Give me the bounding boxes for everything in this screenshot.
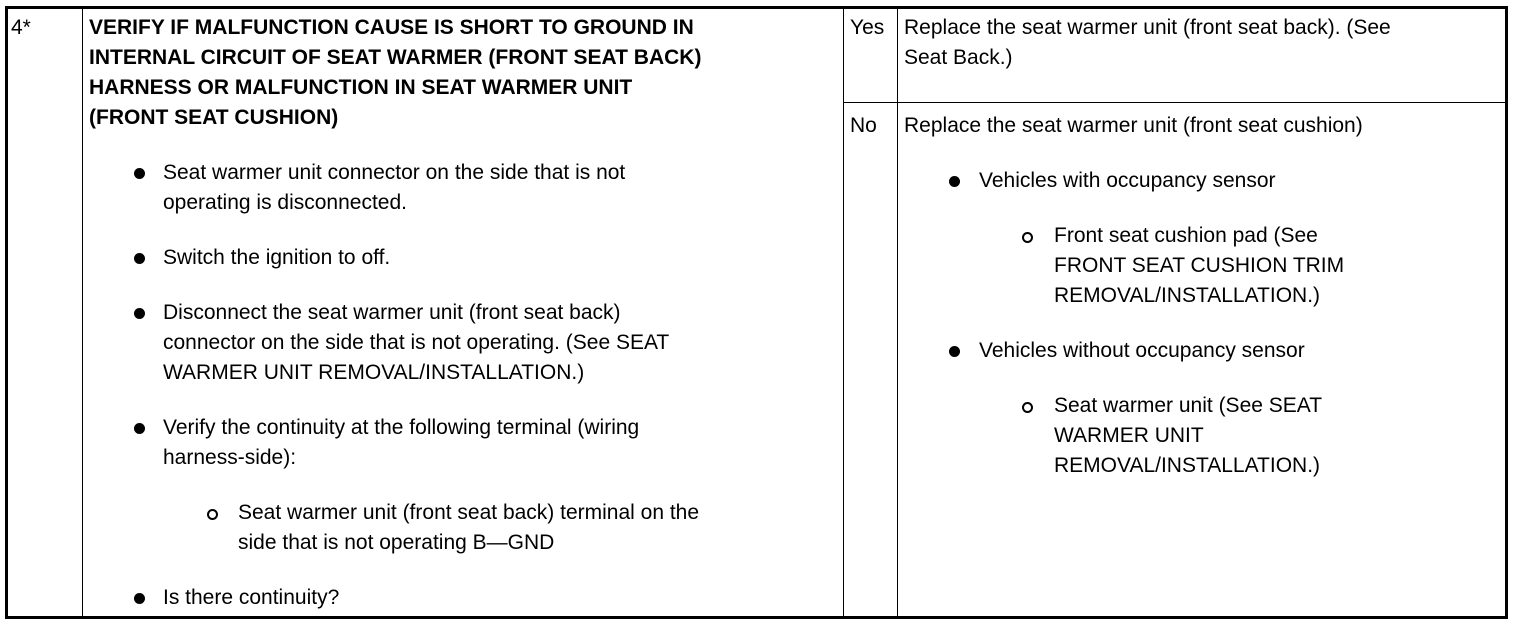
column-divider	[843, 9, 844, 616]
step-title-line: HARNESS OR MALFUNCTION IN SEAT WARMER UNIT	[89, 76, 633, 99]
sub-list-item-line: REMOVAL/INSTALLATION.)	[1054, 454, 1321, 477]
bullet-icon	[949, 176, 960, 187]
step-number: 4*	[11, 16, 31, 39]
bullet-icon	[134, 168, 145, 179]
sub-list-item-line: Seat warmer unit (See SEAT	[1054, 394, 1323, 417]
list-item-line: harness-side):	[163, 446, 297, 469]
bullet-icon	[134, 253, 145, 264]
sub-list-item-line: REMOVAL/INSTALLATION.)	[1054, 284, 1321, 307]
list-item-line: Switch the ignition to off.	[163, 246, 391, 269]
column-divider	[897, 9, 898, 616]
column-divider	[82, 9, 83, 616]
no-label: No	[850, 114, 877, 137]
bullet-icon	[134, 593, 145, 604]
row-divider	[843, 102, 1505, 103]
list-item-line: Vehicles with occupancy sensor	[979, 169, 1276, 192]
list-item-line: WARMER UNIT REMOVAL/INSTALLATION.)	[163, 361, 585, 384]
bullet-icon	[134, 423, 145, 434]
yes-label: Yes	[850, 16, 885, 39]
step-title-line: INTERNAL CIRCUIT OF SEAT WARMER (FRONT SEAT BACK)	[89, 46, 702, 69]
bullet-icon	[949, 346, 960, 357]
yes-action-line: Replace the seat warmer unit (front seat back). (See	[904, 16, 1391, 39]
sub-list-item-line: FRONT SEAT CUSHION TRIM	[1054, 254, 1345, 277]
open-bullet-icon	[207, 509, 218, 520]
step-title-line: VERIFY IF MALFUNCTION CAUSE IS SHORT TO GROUND IN	[89, 16, 694, 39]
list-item-line: Verify the continuity at the following terminal (wiring	[163, 416, 640, 439]
list-item-line: Is there continuity?	[163, 586, 340, 609]
no-action-intro: Replace the seat warmer unit (front seat cushion)	[904, 114, 1363, 137]
sub-list-item-line: WARMER UNIT	[1054, 424, 1204, 447]
open-bullet-icon	[1022, 402, 1033, 413]
list-item-line: operating is disconnected.	[163, 191, 407, 214]
yes-action-line: Seat Back.)	[904, 46, 1013, 69]
list-item-line: Vehicles without occupancy sensor	[979, 339, 1305, 362]
list-item-line: Disconnect the seat warmer unit (front seat back)	[163, 301, 621, 324]
open-bullet-icon	[1022, 232, 1033, 243]
list-item-line: connector on the side that is not operating. (See SEAT	[163, 331, 670, 354]
bullet-icon	[134, 308, 145, 319]
step-title-line: (FRONT SEAT CUSHION)	[89, 106, 339, 129]
sub-list-item-line: Seat warmer unit (front seat back) terminal on the	[238, 501, 700, 524]
sub-list-item-line: Front seat cushion pad (See	[1054, 224, 1318, 247]
list-item-line: Seat warmer unit connector on the side that is not	[163, 161, 626, 184]
sub-list-item-line: side that is not operating B—GND	[238, 531, 555, 554]
